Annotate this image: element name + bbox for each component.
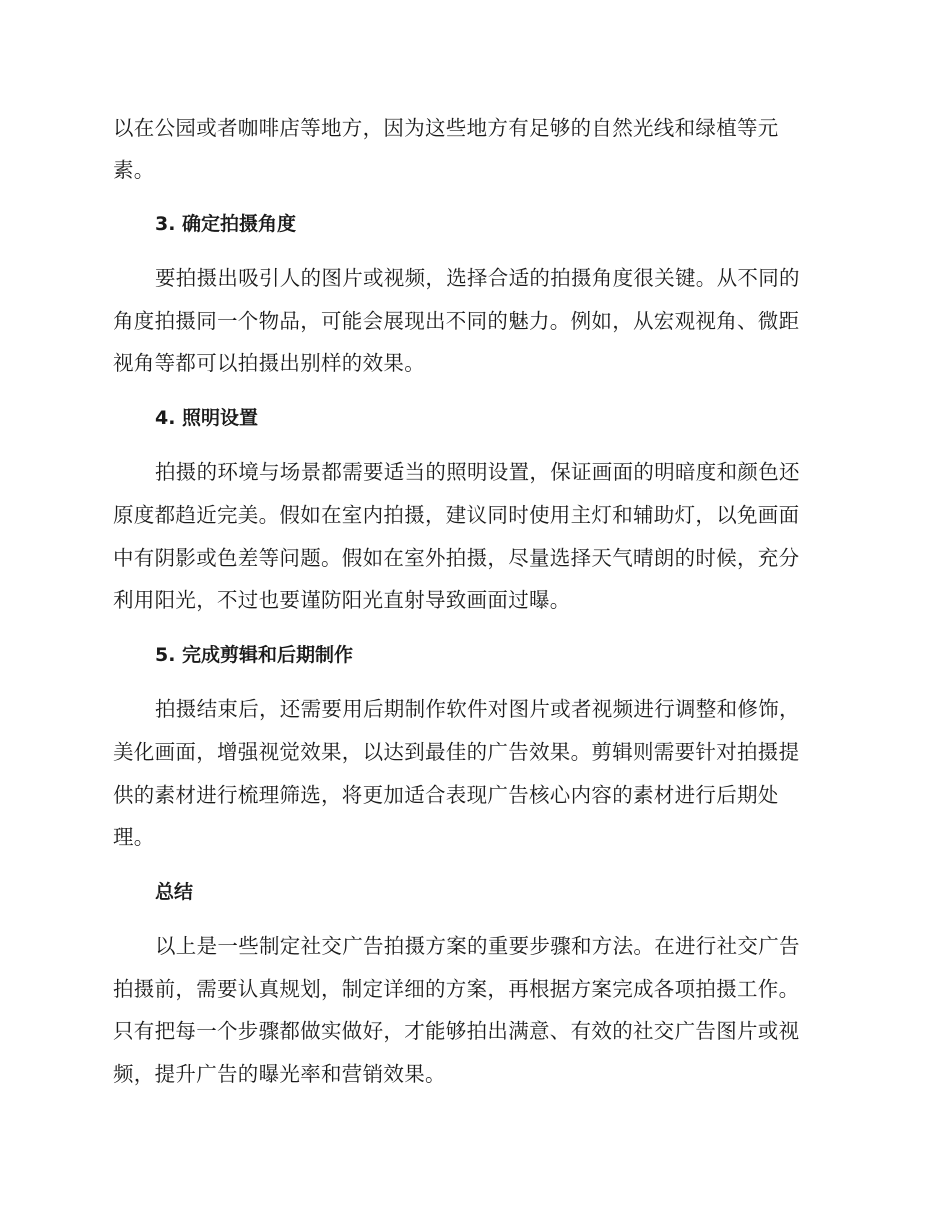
paragraph-line: 频，提升广告的曝光率和营销效果。 bbox=[113, 1062, 446, 1086]
paragraph-line: 以上是一些制定社交广告拍摄方案的重要步骤和方法。在进行社交广告 bbox=[155, 934, 800, 958]
paragraph-line: 角度拍摄同一个物品，可能会展现出不同的魅力。例如，从宏观视角、微距 bbox=[113, 309, 800, 333]
paragraph-line: 拍摄前，需要认真规划，制定详细的方案，再根据方案完成各项拍摄工作。 bbox=[113, 977, 800, 1001]
paragraph-line: 拍摄结束后，还需要用后期制作软件对图片或者视频进行调整和修饰， bbox=[155, 697, 800, 721]
paragraph-line: 视角等都可以拍摄出别样的效果。 bbox=[113, 351, 425, 375]
section-heading-3: 3. 确定拍摄角度 bbox=[155, 213, 297, 235]
paragraph-line: 供的素材进行梳理筛选，将更加适合表现广告核心内容的素材进行后期处 bbox=[113, 783, 779, 807]
paragraph-line: 利用阳光，不过也要谨防阳光直射导致画面过曝。 bbox=[113, 588, 571, 612]
paragraph-line: 拍摄的环境与场景都需要适当的照明设置，保证画面的明暗度和颜色还 bbox=[155, 460, 800, 484]
paragraph-line: 中有阴影或色差等问题。假如在室外拍摄，尽量选择天气晴朗的时候，充分 bbox=[113, 546, 800, 570]
section-heading-5: 5. 完成剪辑和后期制作 bbox=[155, 644, 354, 666]
paragraph-line: 要拍摄出吸引人的图片或视频，选择合适的拍摄角度很关键。从不同的 bbox=[155, 266, 800, 290]
paragraph-line: 素。 bbox=[113, 158, 155, 182]
paragraph-line: 美化画面，增强视觉效果，以达到最佳的广告效果。剪辑则需要针对拍摄提 bbox=[113, 740, 800, 764]
paragraph-line: 理。 bbox=[113, 825, 155, 849]
paragraph-line: 原度都趋近完美。假如在室内拍摄，建议同时使用主灯和辅助灯，以免画面 bbox=[113, 503, 800, 527]
paragraph-line: 只有把每一个步骤都做实做好，才能够拍出满意、有效的社交广告图片或视 bbox=[113, 1019, 800, 1043]
section-heading-4: 4. 照明设置 bbox=[155, 407, 259, 429]
paragraph-line: 以在公园或者咖啡店等地方，因为这些地方有足够的自然光线和绿植等元 bbox=[113, 116, 779, 140]
summary-heading: 总结 bbox=[155, 881, 194, 903]
